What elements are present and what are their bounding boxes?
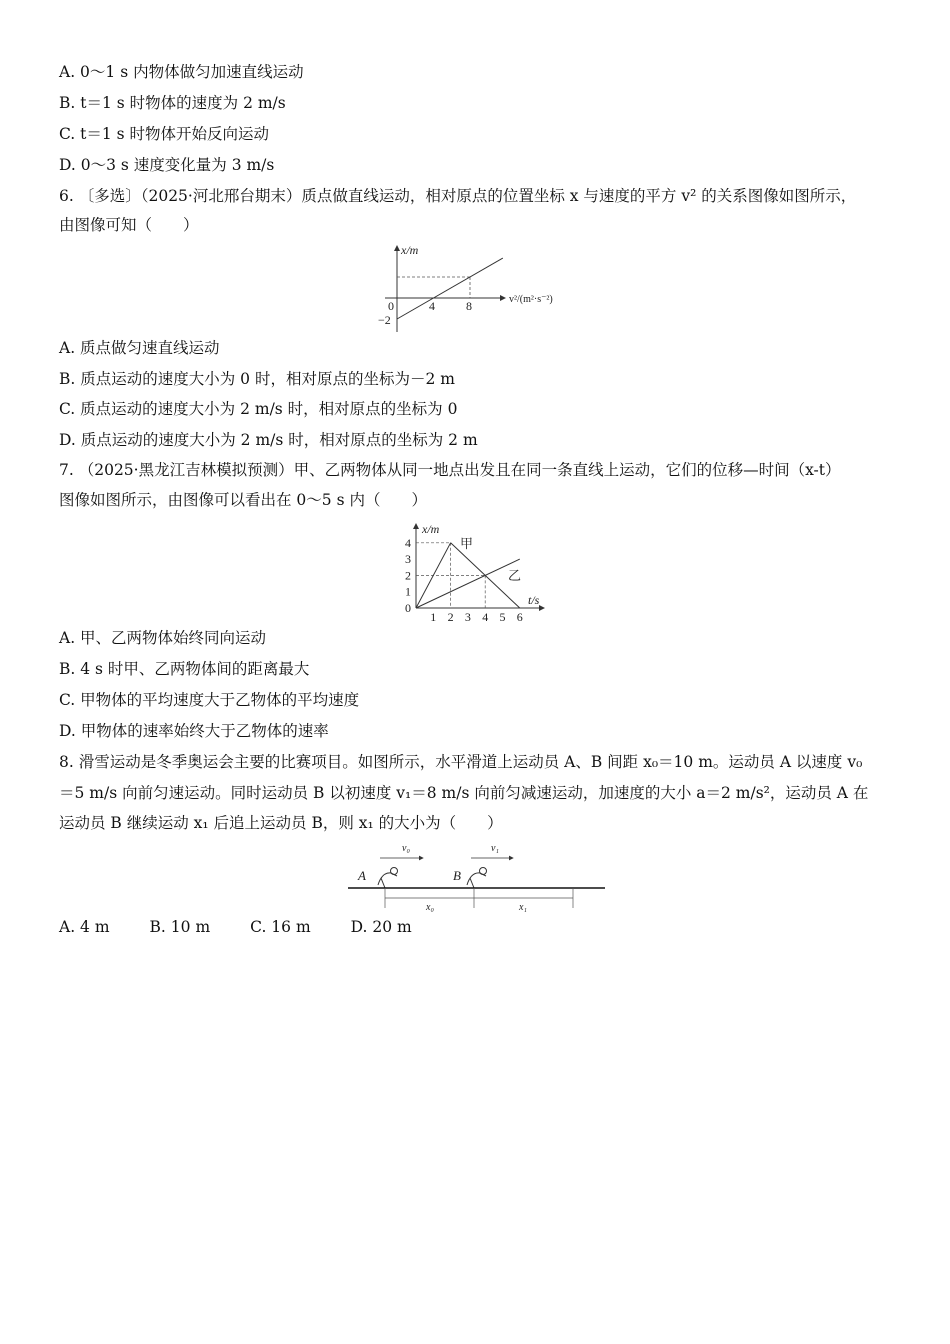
q8-option-a: A. 4 m bbox=[59, 918, 110, 936]
q8-label-a: A bbox=[358, 868, 366, 883]
q6-xtick-0: 0 bbox=[388, 299, 394, 313]
q7-option-b: B. 4 s 时甲、乙两物体间的距离最大 bbox=[59, 660, 310, 678]
q8-option-c: C. 16 m bbox=[250, 918, 311, 936]
q6-stem-line2: 由图像可知（ ） bbox=[59, 216, 199, 234]
q5-option-b: B. t＝1 s 时物体的速度为 2 m/s bbox=[59, 94, 286, 112]
q6-option-d: D. 质点运动的速度大小为 2 m/s 时，相对原点的坐标为 2 m bbox=[59, 431, 478, 449]
q6-option-c: C. 质点运动的速度大小为 2 m/s 时，相对原点的坐标为 0 bbox=[59, 400, 458, 418]
q7-xtick-6: 6 bbox=[516, 610, 523, 624]
q8-stem-line1: 8. 滑雪运动是冬季奥运会主要的比赛项目。如图所示，水平滑道上运动员 A、B 间距 x₀＝10 m。运动员 A 以速度 v₀ bbox=[59, 753, 863, 771]
q8-x1-label: x₁ bbox=[519, 902, 527, 913]
q8-ski-figure bbox=[345, 838, 610, 916]
q7-ytick-4: 4 bbox=[405, 535, 411, 550]
q8-option-d: D. 20 m bbox=[350, 918, 412, 936]
q5-option-d: D. 0～3 s 速度变化量为 3 m/s bbox=[59, 156, 275, 174]
q8-stem-line3: 运动员 B 继续运动 x₁ 后追上运动员 B，则 x₁ 的大小为（ ） bbox=[59, 814, 503, 832]
q7-series-jia-label: 甲 bbox=[460, 536, 474, 551]
q7-series-yi-label: 乙 bbox=[508, 568, 522, 583]
q7-xlabel: t/s bbox=[528, 593, 540, 607]
q8-label-b: B bbox=[453, 868, 461, 883]
q7-ytick-1: 1 bbox=[405, 584, 411, 599]
q6-xlabel: v²/(m²·s⁻²) bbox=[509, 294, 553, 305]
q7-option-c: C. 甲物体的平均速度大于乙物体的平均速度 bbox=[59, 691, 360, 709]
q6-data-line bbox=[397, 258, 503, 319]
q7-yi-line bbox=[416, 559, 520, 608]
q5-option-a: A. 0～1 s 内物体做匀加速直线运动 bbox=[59, 63, 304, 81]
q6-ytick-neg2: −2 bbox=[378, 313, 391, 327]
q7-ytick-2: 2 bbox=[405, 568, 411, 583]
q8-x0-label: x₀ bbox=[426, 902, 434, 913]
q7-xtick-4: 4 bbox=[482, 610, 489, 624]
q5-option-c: C. t＝1 s 时物体开始反向运动 bbox=[59, 125, 270, 143]
q7-xtick-5: 5 bbox=[499, 610, 506, 624]
q7-option-a: A. 甲、乙两物体始终同向运动 bbox=[59, 629, 267, 647]
q6-ylabel: x/m bbox=[401, 243, 419, 257]
q8-stem-line2: ＝5 m/s 向前匀速运动。同时运动员 B 以初速度 v₁＝8 m/s 向前匀减速运动，加速度的大小 a＝2 m/s²，运动员 A 在 bbox=[59, 784, 869, 802]
q7-ytick-0: 0 bbox=[405, 601, 411, 615]
q6-option-b: B. 质点运动的速度大小为 0 时，相对原点的坐标为－2 m bbox=[59, 370, 455, 388]
q8-v0-label: v₀ bbox=[402, 843, 410, 854]
q6-stem-line1: 6. 〔多选〕（2025·河北邢台期末）质点做直线运动，相对原点的位置坐标 x 与速度的平方 v² 的关系图像如图所示， bbox=[59, 187, 857, 205]
q7-stem-line1: 7. （2025·黑龙江吉林模拟预测）甲、乙两物体从同一地点出发且在同一条直线上运动，它们的位移—时间（x-t） bbox=[59, 461, 841, 479]
q7-xtick-2: 2 bbox=[447, 610, 454, 624]
q7-stem-line2: 图像如图所示，由图像可以看出在 0～5 s 内（ ） bbox=[59, 491, 427, 509]
q8-options bbox=[59, 917, 452, 937]
q6-option-a: A. 质点做匀速直线运动 bbox=[59, 339, 220, 357]
q7-option-d: D. 甲物体的速率始终大于乙物体的速率 bbox=[59, 722, 329, 740]
q7-xtick-1: 1 bbox=[430, 610, 437, 624]
q8-v1-label: v₁ bbox=[491, 843, 499, 854]
q7-graph bbox=[398, 520, 548, 625]
q6-xtick-4: 4 bbox=[429, 299, 435, 313]
q8-skier-b bbox=[467, 868, 487, 889]
q6-xtick-8: 8 bbox=[466, 299, 472, 313]
q7-ytick-3: 3 bbox=[405, 552, 411, 567]
q7-ylabel: x/m bbox=[422, 522, 440, 536]
q8-option-b: B. 10 m bbox=[149, 918, 211, 936]
q8-skier-a bbox=[378, 868, 398, 889]
q6-graph bbox=[365, 240, 585, 335]
q7-xtick-3: 3 bbox=[464, 610, 471, 624]
